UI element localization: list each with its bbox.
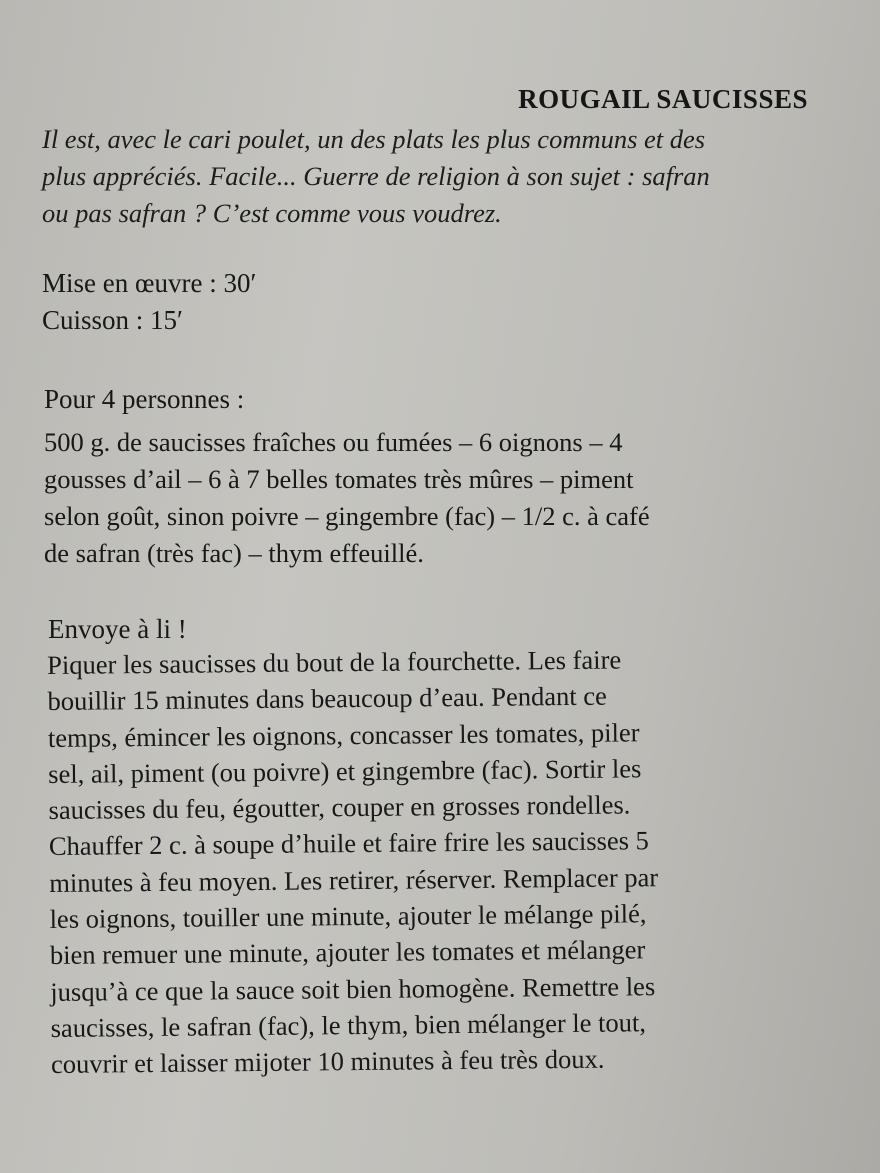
step-line: les oignons, touiller une minute, ajouter le mélange pilé, bbox=[49, 898, 647, 935]
ingredients-line: gousses d’ail – 6 à 7 belles tomates très mûres – piment bbox=[44, 464, 634, 494]
step-line: couvrir et laisser mijoter 10 minutes à feu très doux. bbox=[50, 1043, 605, 1080]
recipe-title: ROUGAIL SAUCISSES bbox=[518, 84, 808, 114]
step-line: bien remuer une minute, ajouter les tomates et mélanger bbox=[49, 934, 646, 971]
steps bbox=[47, 641, 660, 1082]
steps-heading: Envoye à li ! bbox=[48, 614, 187, 644]
ingredients-line: de safran (très fac) – thym effeuillé. bbox=[44, 538, 424, 568]
step-line: bouillir 15 minutes dans beaucoup d’eau. Pendant ce bbox=[47, 680, 607, 717]
ingredients-line: selon goût, sinon poivre – gingembre (fac) – 1/2 c. à café bbox=[44, 501, 650, 531]
step-line: Chauffer 2 c. à soupe d’huile et faire frire les saucisses 5 bbox=[48, 825, 649, 862]
recipe-intro bbox=[42, 121, 832, 232]
intro-line: Il est, avec le cari poulet, un des plats les plus communs et des bbox=[42, 124, 706, 154]
step-line: Piquer les saucisses du bout de la fourchette. Les faire bbox=[47, 644, 622, 680]
cook-time: Cuisson : 15′ bbox=[42, 305, 183, 335]
intro-line: ou pas safran ? C’est comme vous voudrez. bbox=[42, 198, 502, 228]
step-line: saucisses du feu, égoutter, couper en grosses rondelles. bbox=[48, 789, 631, 826]
recipe-times bbox=[42, 265, 256, 339]
step-line: minutes à feu moyen. Les retirer, réserver. Remplacer par bbox=[49, 861, 659, 898]
servings: Pour 4 personnes : bbox=[44, 384, 245, 414]
prep-time: Mise en œuvre : 30′ bbox=[42, 268, 257, 298]
step-line: sel, ail, piment (ou poivre) et gingembre (fac). Sortir les bbox=[48, 753, 642, 789]
intro-line: plus appréciés. Facile... Guerre de religion à son sujet : safran bbox=[42, 161, 710, 191]
step-line: temps, émincer les oignons, concasser les tomates, piler bbox=[47, 716, 640, 753]
step-line: saucisses, le safran (fac), le thym, bien mélanger le tout, bbox=[50, 1007, 647, 1043]
ingredients-line: 500 g. de saucisses fraîches ou fumées – 6 oignons – 4 bbox=[44, 427, 623, 457]
ingredients bbox=[44, 424, 650, 572]
step-line: jusqu’à ce que la sauce soit bien homogène. Remettre les bbox=[50, 970, 656, 1007]
